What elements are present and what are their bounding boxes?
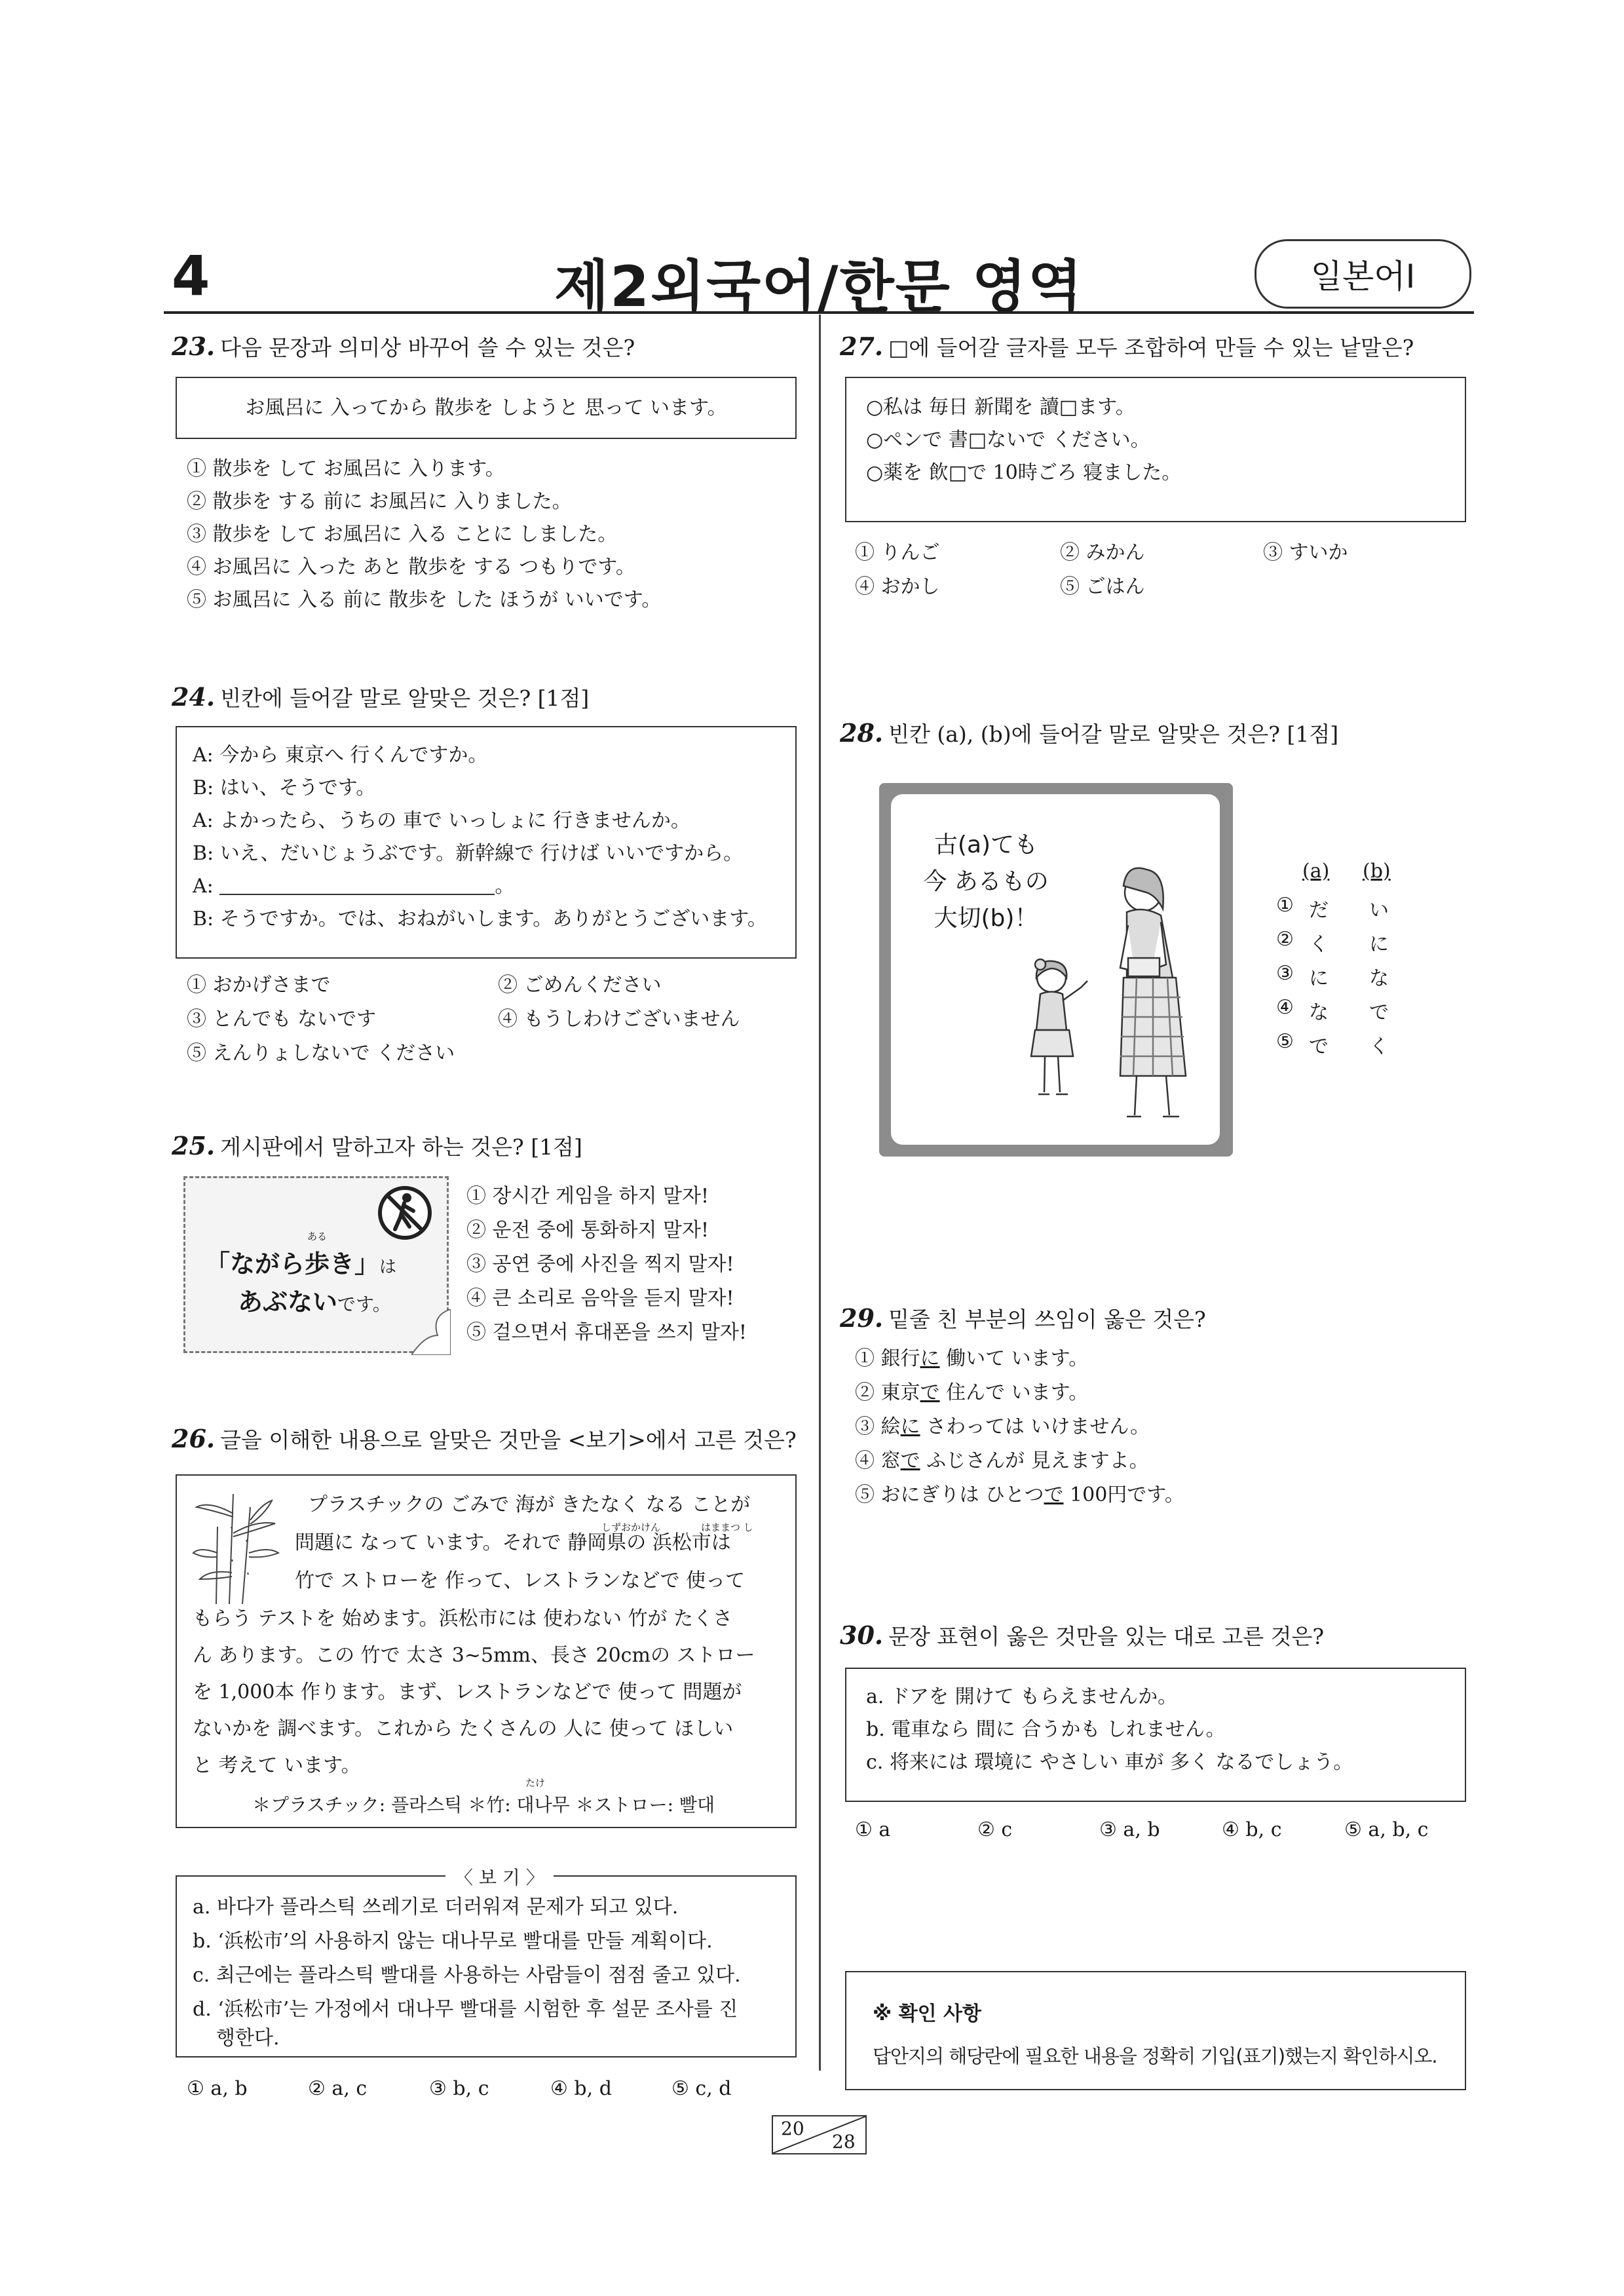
q23-option-3[interactable]: ③ 散歩を して お風呂に 入る ことに しました。: [187, 523, 618, 546]
confirm-title: ※ 확인 사항: [873, 2002, 981, 2025]
q25-sign-abunai: あぶない: [238, 1287, 338, 1316]
q24-title: [172, 681, 589, 712]
q25-option-1[interactable]: ① 장시간 게임을 하지 말자!: [466, 1185, 709, 1208]
q29-number: 29.: [840, 1303, 884, 1333]
page-counter-total: 28: [832, 2131, 856, 2152]
q24-line-2: B: はい、そうです。: [193, 776, 376, 799]
q27-line-3: ○薬を 飲□で 10時ごろ 寝ました。: [866, 461, 1182, 484]
q30-option-5[interactable]: ⑤ a, b, c: [1344, 1818, 1429, 1841]
q29-option-4[interactable]: [855, 1444, 1149, 1473]
q24-number: 24.: [172, 682, 216, 712]
q29-opt4-underline: で: [900, 1449, 920, 1472]
q26-option-4[interactable]: ④ b, d: [550, 2077, 612, 2100]
q24-dialogue-box: [176, 726, 797, 959]
q28-illustration: [891, 794, 1220, 1145]
q26-line-1: プラスチックの ごみで 海が きたなく なる ことが: [308, 1493, 751, 1516]
q29-opt1-post: 働いて います。: [939, 1347, 1089, 1370]
q25-prompt: 게시판에서 말하고자 하는 것은? [1점]: [220, 1134, 582, 1160]
q25-sign-ha: は: [379, 1257, 397, 1277]
q28-bubble-line-3: 大切(b)！: [934, 905, 1038, 932]
q29-opt2-underline: で: [920, 1381, 940, 1404]
q26-line-2: 問題に なって います。それで 静岡県の 浜松市は: [295, 1531, 731, 1554]
q27-sentence-box: [845, 377, 1466, 522]
q29-opt3-post: さわっては いけません。: [920, 1415, 1150, 1438]
subject-badge: [1255, 239, 1471, 309]
q25-option-3[interactable]: ③ 공연 중에 사진을 찍지 말자!: [466, 1253, 734, 1276]
q28-opt3-num: ③: [1276, 962, 1294, 985]
q29-opt3-pre: 絵: [880, 1415, 901, 1438]
q26-option-5[interactable]: ⑤ c, d: [671, 2077, 732, 2100]
q28-option-2[interactable]: [1276, 928, 1389, 956]
q26-bogi-d-cont: 행한다.: [216, 2027, 280, 2050]
q28-opt1-num: ①: [1276, 894, 1294, 917]
q26-passage-box: [176, 1474, 797, 1828]
q26-bogi-b: b. ‘浜松市’의 사용하지 않는 대나무로 빨대를 만들 계획이다.: [193, 1930, 713, 1953]
q28-option-5[interactable]: [1276, 1030, 1389, 1058]
q23-title: [172, 331, 635, 362]
q25-ruby: ある: [307, 1231, 328, 1242]
q26-line-6: を 1,000本 作ります。まず、レストランなどで 使って 問題が: [193, 1681, 742, 1704]
q29-opt5-post: 100円です。: [1063, 1483, 1184, 1506]
q29-opt3-underline: に: [900, 1415, 920, 1438]
q26-option-2[interactable]: ② a, c: [308, 2077, 368, 2100]
q30-line-c: c. 将来には 環境に やさしい 車が 多く なるでしょう。: [866, 1751, 1353, 1774]
q26-bogi-a: a. 바다가 플라스틱 쓰레기로 더러워져 문제가 되고 있다.: [193, 1896, 679, 1919]
q29-opt2-pre: 東京: [880, 1381, 920, 1404]
page-counter: [772, 2115, 867, 2154]
q29-opt1-pre: 銀行: [880, 1347, 920, 1370]
page-title: 제2외국어/한문 영역: [554, 254, 1084, 320]
q27-prompt: □에 들어갈 글자를 모두 조합하여 만들 수 있는 낱말은?: [888, 335, 1414, 360]
q24-blank-end: 。: [495, 875, 515, 898]
q26-line-4: もらう テストを 始めます。浜松市には 使わない 竹が たくさ: [193, 1607, 733, 1630]
q28-opt2-a: く: [1309, 933, 1329, 956]
q29-opt4-num: ④: [855, 1449, 875, 1472]
q26-title: [172, 1423, 797, 1454]
q24-line-5: [193, 870, 780, 903]
q30-option-1[interactable]: ① a: [855, 1818, 891, 1841]
q28-bubble-line-1: 古(a)ても: [934, 832, 1038, 858]
q30-title: [840, 1620, 1324, 1651]
q27-line-2: ○ペンで 書□ないで ください。: [866, 429, 1150, 451]
q28-opt3-b: な: [1369, 967, 1389, 990]
q30-option-4[interactable]: ④ b, c: [1222, 1818, 1282, 1841]
header-rule: [164, 311, 1474, 314]
q24-option-2[interactable]: ② ごめんください: [498, 974, 662, 997]
q30-option-2[interactable]: ② c: [977, 1818, 1013, 1841]
q24-speaker-a: A:: [193, 875, 220, 898]
q29-opt1-underline: に: [920, 1347, 940, 1370]
q27-line-1: ○私は 毎日 新聞を 讀□ます。: [866, 396, 1135, 419]
q24-line-6: B: そうですか。では、おねがいします。ありがとうございます。: [193, 908, 767, 930]
q28-col-b-header: (b): [1363, 860, 1391, 883]
q29-title: [840, 1303, 1206, 1333]
q28-opt1-a: だ: [1309, 899, 1329, 922]
q25-sign-line-2: [238, 1282, 391, 1318]
q29-opt5-pre: おにぎりは ひとつ: [880, 1483, 1044, 1506]
q23-option-5[interactable]: ⑤ お風呂に 入る 前に 散歩を した ほうが いいです。: [187, 588, 662, 611]
q29-opt4-pre: 窓: [880, 1449, 901, 1472]
q24-option-3[interactable]: ③ とんでも ないです: [187, 1008, 377, 1031]
q24-blank: [219, 874, 495, 895]
q25-option-2[interactable]: ② 운전 중에 통화하지 말자!: [466, 1219, 709, 1242]
q25-option-4[interactable]: ④ 큰 소리로 음악을 듣지 말자!: [466, 1287, 734, 1310]
q28-opt5-a: で: [1309, 1035, 1329, 1058]
q30-number: 30.: [840, 1620, 884, 1650]
q26-glossary: ＊プラスチック: 플라스틱 ＊竹: 대나무 ＊ストロー: 빨대: [252, 1794, 715, 1816]
q28-opt2-b: に: [1369, 933, 1389, 956]
q25-notice-sign: [183, 1176, 449, 1353]
q28-opt5-b: く: [1369, 1035, 1389, 1058]
bamboo-icon: [190, 1487, 282, 1605]
q27-option-4[interactable]: ④ おかし: [855, 575, 940, 598]
q30-sentence-box: [845, 1668, 1466, 1802]
page-number: 4: [172, 244, 210, 308]
q23-number: 23.: [172, 332, 216, 361]
q23-passage: お風呂に 入ってから 散歩を しようと 思って います。: [245, 396, 727, 419]
q26-prompt: 글을 이해한 내용으로 알맞은 것만을 <보기>에서 고른 것은?: [220, 1427, 797, 1453]
q27-option-3[interactable]: ③ すいか: [1263, 541, 1348, 564]
q29-opt5-num: ⑤: [855, 1483, 875, 1506]
q28-number: 28.: [840, 718, 884, 748]
q28-opt4-a: な: [1309, 1001, 1329, 1024]
q26-line-3: 竹で ストローを 作って、レストランなどで 使って: [295, 1569, 746, 1592]
q25-number: 25.: [172, 1131, 216, 1160]
q26-option-1[interactable]: ① a, b: [187, 2077, 248, 2100]
q26-bogi-box: [176, 1867, 797, 2057]
column-divider: [819, 315, 821, 2071]
q29-option-3[interactable]: [855, 1410, 1150, 1439]
q28-bubble-line-2: 今 あるもの: [923, 868, 1049, 895]
q29-option-2[interactable]: [855, 1376, 1088, 1405]
q26-number: 26.: [172, 1424, 216, 1453]
q26-ruby-shizuoka: しずおかけん: [601, 1521, 661, 1533]
q27-number: 27.: [840, 332, 884, 361]
q24-option-5[interactable]: ⑤ えんりょしないで ください: [187, 1042, 455, 1065]
q23-passage-box: [176, 377, 797, 439]
q29-opt5-underline: で: [1044, 1483, 1064, 1506]
page-counter-current: 20: [781, 2118, 804, 2139]
q24-option-4[interactable]: ④ もうしわけございません: [498, 1008, 740, 1031]
q25-sign-keyword: 「ながら歩き」: [205, 1249, 380, 1278]
q24-line-4: B: いえ、だいじょうぶです。新幹線で 行けば いいですから。: [193, 842, 744, 865]
q26-bogi-d: d. ‘浜松市’는 가정에서 대나무 빨대를 시험한 후 설문 조사를 진: [193, 1998, 738, 2021]
q26-bogi-label: 보 기: [478, 1867, 520, 1888]
q25-sign-desu: です。: [337, 1293, 391, 1315]
q24-prompt: 빈칸에 들어갈 말로 알맞은 것은? [1점]: [220, 685, 590, 711]
q23-prompt: 다음 문장과 의미상 바꾸어 쓸 수 있는 것은?: [220, 335, 635, 360]
q28-option-1[interactable]: [1276, 894, 1389, 922]
q24-option-1[interactable]: ① おかげさまで: [187, 974, 331, 997]
confirm-notice-box: [845, 1971, 1466, 2090]
q26-option-3[interactable]: ③ b, c: [429, 2077, 489, 2100]
q25-sign-line-1: [205, 1244, 396, 1280]
q28-title: [840, 718, 1338, 748]
q29-prompt: 밑줄 친 부분의 쓰임이 옳은 것은?: [888, 1307, 1206, 1332]
q25-title: [172, 1130, 582, 1161]
q24-line-1: A: 今から 東京へ 行くんですか。: [193, 744, 488, 767]
subject-label: 일본어Ⅰ: [1310, 258, 1416, 296]
q26-line-8: と 考えて います。: [193, 1754, 361, 1777]
curled-corner-icon: [411, 1309, 451, 1355]
q29-option-5[interactable]: [855, 1478, 1184, 1507]
q29-opt1-num: ①: [855, 1347, 875, 1370]
q26-line-7: ないかを 調べます。これから たくさんの 人に 使って ほしい: [193, 1717, 734, 1740]
q26-ruby-hamamatsu: はままつ し: [701, 1521, 753, 1533]
q27-option-1[interactable]: ① りんご: [855, 541, 940, 564]
q28-prompt: 빈칸 (a), (b)에 들어갈 말로 알맞은 것은? [1점]: [888, 721, 1339, 747]
q23-option-4[interactable]: ④ お風呂に 入った あと 散歩を する つもりです。: [187, 556, 635, 579]
q30-line-a: a. ドアを 開けて もらえませんか。: [866, 1685, 1178, 1708]
q28-opt3-a: に: [1309, 967, 1329, 990]
q29-opt3-num: ③: [855, 1415, 875, 1438]
q28-option-3[interactable]: [1276, 962, 1389, 990]
q26-line-5: ん あります。この 竹で 太さ 3~5mm、長さ 20cmの ストロー: [193, 1644, 755, 1667]
q24-line-3: A: よかったら、うちの 車で いっしょに 行きませんか。: [193, 809, 690, 832]
q28-opt4-num: ④: [1276, 996, 1294, 1019]
q28-option-4[interactable]: [1276, 996, 1389, 1024]
q28-opt4-b: で: [1369, 1001, 1389, 1024]
q30-option-3[interactable]: ③ a, b: [1099, 1818, 1160, 1841]
q23-option-1[interactable]: ① 散歩を して お風呂に 入ります。: [187, 457, 505, 480]
q25-option-5[interactable]: ⑤ 걸으면서 휴대폰을 쓰지 말자!: [466, 1321, 747, 1344]
q28-opt5-num: ⑤: [1276, 1030, 1294, 1053]
q23-option-2[interactable]: ② 散歩を する 前に お風呂に 入りました。: [187, 490, 572, 513]
q28-col-a-header: (a): [1302, 860, 1330, 883]
q26-bogi-c: c. 최근에는 플라스틱 빨대를 사용하는 사람들이 점점 줄고 있다.: [193, 1964, 741, 1987]
q26-bogi-title: 〈 보 기 〉: [445, 1864, 554, 1890]
q29-opt2-post: 住んで います。: [939, 1381, 1089, 1404]
q28-opt1-b: い: [1369, 899, 1389, 922]
q29-option-1[interactable]: [855, 1342, 1088, 1371]
q27-title: [840, 331, 1414, 362]
q29-opt2-num: ②: [855, 1381, 875, 1404]
q30-prompt: 문장 표현이 옳은 것만을 있는 대로 고른 것은?: [888, 1624, 1325, 1649]
confirm-text: 답안지의 해당란에 필요한 내용을 정확히 기입(표기)했는지 확인하시오.: [873, 2045, 1437, 2067]
q29-opt4-post: ふじさんが 見えますよ。: [920, 1449, 1149, 1472]
q26-ruby-take: たけ: [525, 1777, 546, 1789]
q27-option-5[interactable]: ⑤ ごはん: [1060, 575, 1145, 598]
no-phone-walking-icon: [375, 1183, 434, 1242]
q28-opt2-num: ②: [1276, 928, 1294, 951]
q30-line-b: b. 電車なら 間に 合うかも しれません。: [866, 1718, 1226, 1741]
mother-and-child-illustration: [989, 847, 1218, 1135]
q27-option-2[interactable]: ② みかん: [1060, 541, 1145, 564]
